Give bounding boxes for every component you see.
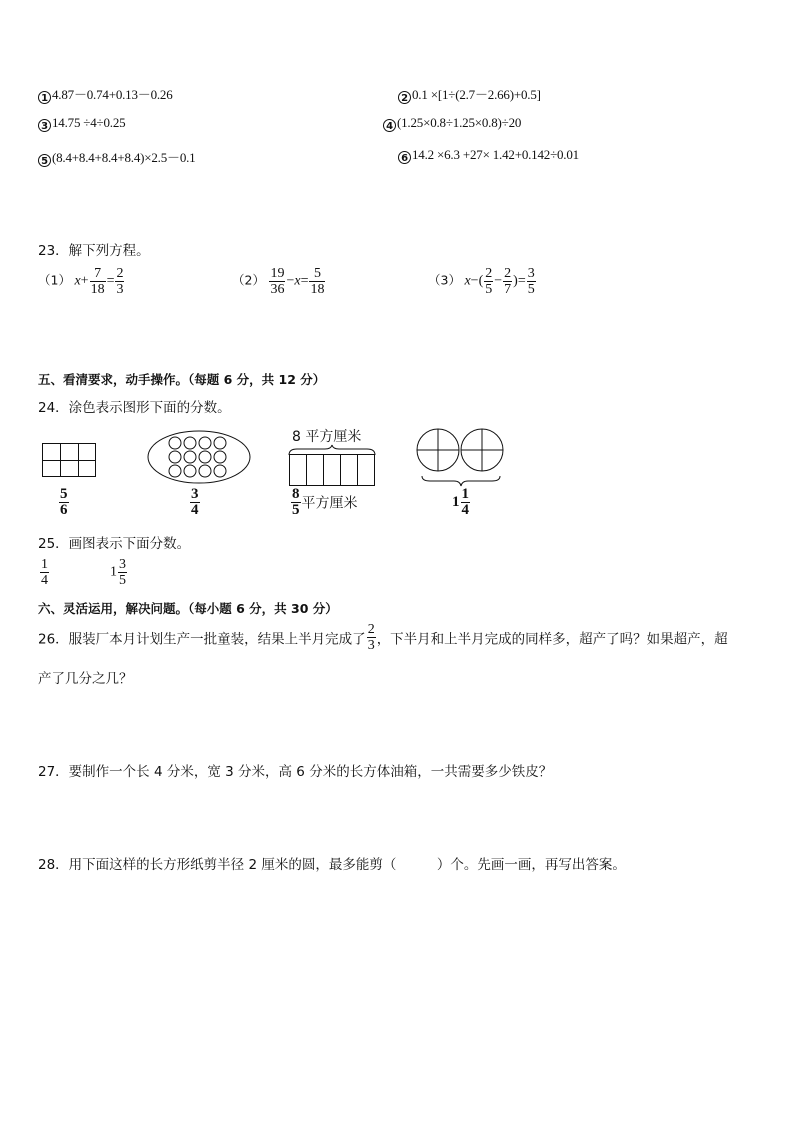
fraction-5-6: $\frac{5}{6}$ [60, 486, 68, 518]
oval-with-circles [146, 429, 252, 485]
calc-item-5 [38, 147, 196, 167]
calc-expression: (8.4+8.4+8.4+8.4)×2.5－0.1 [52, 150, 196, 165]
calc-expression: 14.2 ×6.3 +27× 1.42+0.142÷0.01 [412, 147, 579, 162]
calc-item-1 [38, 84, 173, 104]
circled-number: 4 [383, 119, 396, 132]
fraction-3-4: $\frac{3}{4}$ [191, 486, 199, 518]
equation-3: （3） x−( $\frac{2}{5}$ − $\frac{2}{7}$ )= $\frac{3}{5}$ [428, 266, 535, 297]
q26-line-2: 产了几分之几？ [38, 671, 133, 687]
area-label: 8 平方厘米 [292, 429, 362, 445]
fraction-8-5: $\frac{8}{5}$ 平方厘米 [292, 486, 358, 518]
circled-number: 3 [38, 119, 51, 132]
equation-2: （2） $\frac{19}{36}$ −x= $\frac{5}{18}$ [232, 266, 325, 297]
calc-expression: (1.25×0.8÷1.25×0.8)÷20 [397, 115, 522, 130]
calc-expression: 14.75 ÷4÷0.25 [52, 115, 126, 130]
calc-expression: 0.1 ×[1÷(2.7－2.66)+0.5] [412, 87, 541, 102]
calc-item-2 [398, 84, 541, 104]
q28-text: 28．用下面这样的长方形纸剪半径 2 厘米的圆，最多能剪（ ）个。先画一画，再写出答案。 [38, 857, 626, 873]
circled-number: 1 [38, 91, 51, 104]
q23-title: 23．解下列方程。 [38, 243, 150, 259]
q27-text: 27．要制作一个长 4 分米，宽 3 分米，高 6 分米的长方体油箱，一共需要多少铁皮？ [38, 764, 553, 780]
calc-expression: 4.87－0.74+0.13－0.26 [52, 87, 173, 102]
calc-item-3 [38, 115, 125, 132]
mixed-number-1-1-4: 1 $\frac{1}{4}$ [452, 486, 469, 518]
circled-number: 6 [398, 151, 411, 164]
mixed-number-1-3-5: 1 $\frac{3}{5}$ [110, 557, 126, 588]
section-5-heading: 五、看清要求，动手操作。（每题 6 分，共 12 分） [38, 372, 326, 387]
circled-number: 2 [398, 91, 411, 104]
calc-item-4 [383, 115, 521, 132]
section-6-heading: 六、灵活运用，解决问题。（每小题 6 分，共 30 分） [38, 601, 338, 616]
q26-line-1: 26．服装厂本月计划生产一批童装，结果上半月完成了 $\frac{2}{3}$ ，下半月和上半月完成的同样多，超产了吗？如果超产，超 [38, 622, 728, 653]
calc-item-6 [398, 147, 579, 164]
fraction-1-4: $\frac{1}{4}$ [41, 557, 48, 588]
q25-title: 25．画图表示下面分数。 [38, 536, 191, 552]
equation-1: （1） x+ $\frac{7}{18}$ = $\frac{2}{3}$ [38, 266, 124, 297]
circled-number: 5 [38, 154, 51, 167]
q24-title: 24．涂色表示图形下面的分数。 [38, 400, 231, 416]
